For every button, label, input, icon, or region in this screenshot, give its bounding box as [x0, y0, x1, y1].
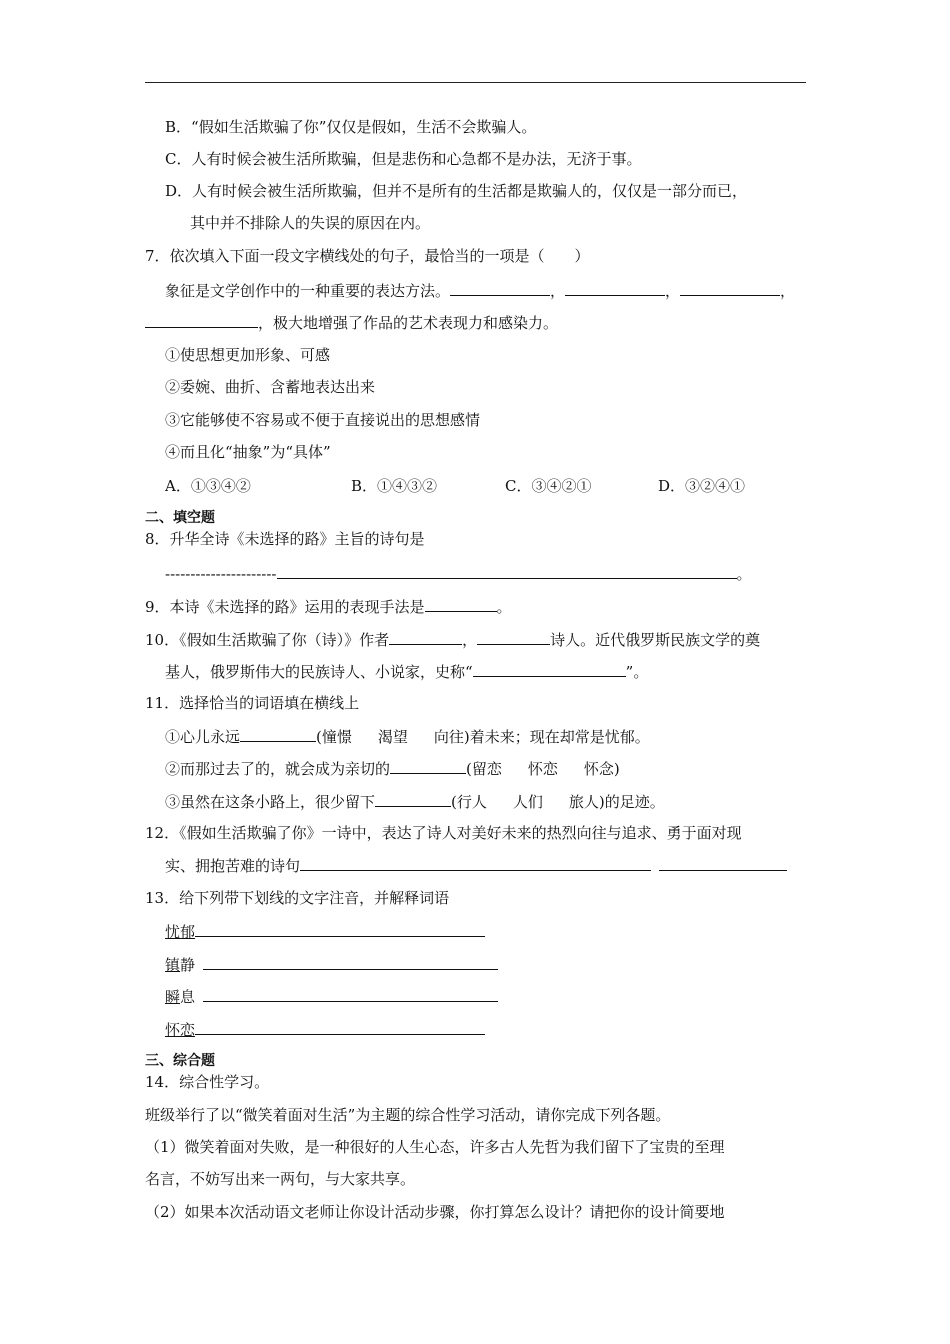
q11-s2-opt-3: 怀念) — [583, 760, 620, 778]
q7-comma-2: ， — [665, 282, 681, 300]
q11-blank-2[interactable] — [390, 758, 466, 774]
q10-comma: ， — [462, 631, 478, 649]
q11-s2-opt-1: (留恋 — [466, 760, 502, 778]
q13-blank-1[interactable] — [195, 921, 485, 937]
q12-blank-2[interactable] — [659, 855, 787, 871]
q13-blank-4[interactable] — [195, 1019, 485, 1035]
q6-option-b: B．“假如生活欺骗了你”仅仅是假如，生活不会欺骗人。 — [165, 118, 537, 136]
q14-intro: 班级举行了以“微笑着面对生活”为主题的综合性学习活动，请你完成下列各题。 — [145, 1106, 671, 1124]
q11-sentence-2 — [165, 758, 620, 779]
q13-word-3-rest: 息 — [180, 988, 196, 1006]
q9-line — [145, 596, 512, 617]
q9-start: 9．本诗《未选择的路》运用的表现手法是 — [145, 598, 425, 616]
q7-blank-4[interactable] — [145, 312, 258, 328]
q11-blank-1[interactable] — [240, 726, 316, 742]
q10-line2-end: ”。 — [625, 663, 649, 681]
q13-blank-2[interactable] — [203, 954, 498, 970]
q13-word-2 — [165, 954, 498, 975]
q13-word-4-underlined: 怀恋 — [165, 1021, 196, 1039]
q11-s2-opt-2: 怀恋 — [527, 760, 558, 778]
q11-s1-start: ①心儿永远 — [165, 728, 241, 746]
q12-line2 — [165, 855, 787, 876]
q13-word-2-rest: 静 — [180, 956, 196, 974]
q12-blank-1[interactable] — [300, 855, 651, 871]
q11-s1-end: 着未来；现在却常是忧郁。 — [469, 728, 650, 746]
q7-item-3: ③它能够使不容易或不便于直接说出的思想感情 — [165, 411, 481, 429]
q11-blank-3[interactable] — [375, 791, 451, 807]
q6-option-d-line1: D．人有时候会被生活所欺骗，但并不是所有的生活都是欺骗人的，仅仅是一部分而已， — [165, 182, 748, 200]
q6-option-d-line2: 其中并不排除人的失误的原因在内。 — [190, 214, 431, 232]
q8-dashes: ---------------------- — [165, 565, 277, 583]
q10-blank-2[interactable] — [477, 629, 550, 645]
q14-part2-line1: （2）如果本次活动语文老师让你设计活动步骤，你打算怎么设计？请把你的设计简要地 — [145, 1203, 725, 1221]
q10-line2-start: 基人，俄罗斯伟大的民族诗人、小说家，史称“ — [165, 663, 473, 681]
q10-start: 10．《假如生活欺骗了你（诗）》作者 — [145, 631, 390, 649]
q7-blank-1[interactable] — [450, 280, 550, 296]
q7-choice-d: D．③②④① — [658, 477, 746, 495]
q13-word-3 — [165, 986, 498, 1007]
q13-word-1 — [165, 921, 485, 942]
q8-blank[interactable] — [277, 563, 737, 579]
q11-s3-end: 的足迹。 — [604, 793, 665, 811]
q7-choice-a: A．①③④② — [165, 477, 251, 495]
q11-s2-start: ②而那过去了的，就会成为亲切的 — [165, 760, 391, 778]
q13-stem: 13．给下列带下划线的文字注音，并解释词语 — [145, 889, 450, 907]
q7-passage-line1 — [165, 280, 795, 301]
q8-end: 。 — [736, 565, 752, 583]
q6-option-c: C．人有时候会被生活所欺骗，但是悲伤和心急都不是办法，无济于事。 — [165, 150, 642, 168]
q10-mid: 诗人。近代俄罗斯民族文学的奠 — [550, 631, 761, 649]
q13-word-3-underlined: 瞬 — [165, 988, 181, 1006]
header-rule — [145, 82, 806, 83]
q11-s3-opt-3: 旅人) — [568, 793, 605, 811]
q7-choice-b: B．①④③② — [351, 477, 438, 495]
q10-line1 — [145, 629, 760, 650]
q13-word-4 — [165, 1019, 485, 1040]
q7-blank-2[interactable] — [565, 280, 665, 296]
q7-blank-3[interactable] — [680, 280, 780, 296]
q7-comma-1: ， — [550, 282, 566, 300]
q7-passage-line2 — [145, 312, 558, 333]
q11-s1-opt-3: 向往) — [433, 728, 470, 746]
q14-stem: 14．综合性学习。 — [145, 1073, 270, 1091]
q11-s3-opt-2: 人们 — [512, 793, 543, 811]
q14-part1-line1: （1）微笑着面对失败，是一种很好的人生心态，许多古人先哲为我们留下了宝贵的至理 — [145, 1138, 725, 1156]
q10-blank-3[interactable] — [473, 661, 626, 677]
q13-blank-3[interactable] — [203, 986, 498, 1002]
q9-end: 。 — [496, 598, 512, 616]
q13-word-1-underlined: 忧郁 — [165, 923, 196, 941]
q9-blank[interactable] — [425, 596, 497, 612]
q12-line1: 12．《假如生活欺骗了你》一诗中，表达了诗人对美好未来的热烈向往与追求、勇于面对现 — [145, 824, 742, 842]
q10-blank-1[interactable] — [389, 629, 462, 645]
q7-choice-c: C．③④②① — [505, 477, 592, 495]
q7-comma-3: ， — [780, 282, 796, 300]
q8-answer-line — [165, 563, 752, 584]
q8-stem: 8．升华全诗《未选择的路》主旨的诗句是 — [145, 530, 425, 548]
q11-s3-opt-1: (行人 — [451, 793, 487, 811]
q12-line2-start: 实、拥抱苦难的诗句 — [165, 857, 301, 875]
q11-s1-opt-2: 渴望 — [377, 728, 408, 746]
q11-stem: 11．选择恰当的词语填在横线上 — [145, 694, 360, 712]
q7-stem: 7．依次填入下面一段文字横线处的句子，最恰当的一项是（ ） — [145, 247, 590, 265]
q11-sentence-3 — [165, 791, 665, 812]
section-3-heading: 三、综合题 — [145, 1053, 215, 1069]
q11-sentence-1 — [165, 726, 650, 747]
q13-word-2-underlined: 镇 — [165, 956, 181, 974]
q11-s3-start: ③虽然在这条小路上，很少留下 — [165, 793, 376, 811]
q7-passage-end: ，极大地增强了作品的艺术表现力和感染力。 — [258, 314, 559, 332]
q7-passage-start: 象征是文学创作中的一种重要的表达方法。 — [165, 282, 451, 300]
q7-item-4: ④而且化“抽象”为“具体” — [165, 443, 331, 461]
q7-item-2: ②委婉、曲折、含蓄地表达出来 — [165, 378, 376, 396]
q10-line2 — [165, 661, 648, 682]
q7-item-1: ①使思想更加形象、可感 — [165, 346, 331, 364]
q14-part1-line2: 名言，不妨写出来一两句，与大家共享。 — [145, 1170, 416, 1188]
q11-s1-opt-1: (憧憬 — [316, 728, 352, 746]
section-2-heading: 二、填空题 — [145, 510, 215, 526]
